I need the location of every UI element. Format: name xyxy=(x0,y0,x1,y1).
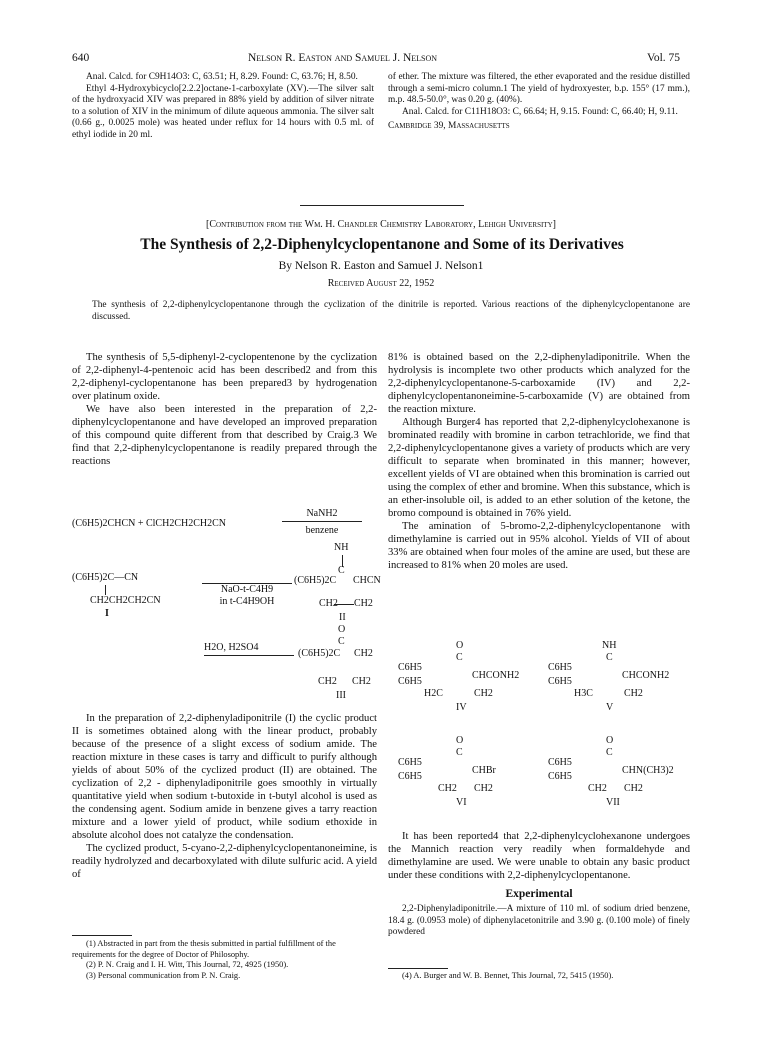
volume-number: Vol. 75 xyxy=(647,52,681,64)
compound-i-top: (C6H5)2C—CN xyxy=(72,572,139,583)
right-column-top xyxy=(388,351,690,572)
prev-analysis: Anal. Calcd. for C9H14O3: C, 63.51; H, 8.29. Found: C, 63.76; H, 8.50. xyxy=(86,72,358,82)
structure-label: VI xyxy=(456,797,467,808)
ring-ch2: CH2 xyxy=(352,676,371,687)
structure-label: V xyxy=(606,702,614,713)
structure-phenyl: C6H5 xyxy=(548,757,572,768)
paragraph: It has been reported4 that 2,2-diphenylcyclohexanone undergoes the Mannich reaction very readily when formaldehyde and dimethylamine are used. We were unable to obtain any basic product under these conditions with 2,2-diphenylcyclopentanone. xyxy=(388,831,690,881)
solvent-butanol: in t-C4H9OH xyxy=(219,596,275,607)
structure-substituent: CHCONH2 xyxy=(472,670,520,681)
structure-label: VII xyxy=(606,797,620,808)
byline: By Nelson R. Easton and Samuel J. Nelson1 xyxy=(278,260,484,272)
structure-phenyl: C6H5 xyxy=(548,771,572,782)
structure-phenyl: C6H5 xyxy=(548,662,572,673)
structure-phenyl: C6H5 xyxy=(398,676,422,687)
structure-ch2: CH2 xyxy=(588,783,607,794)
reagent-butoxide: NaO-t-C4H9 xyxy=(220,584,274,595)
structure-phenyl: C6H5 xyxy=(398,757,422,768)
structure-v xyxy=(540,640,690,730)
abstract xyxy=(92,300,690,323)
paragraph: In the preparation of 2,2-diphenyladiponitrile (I) the cyclic product II is sometimes obtained along with the linear product, probably because of the presence of a slight excess of sodium amide. The reaction mixture in these cases is tarry and difficult to purify although yields of about 50% of the cyclized product (II) are obtained. The cyclization of 2,2 - diphenyladiponitrile goes smoothly in virtually quantitative yield when sodium t-butoxide in t-butyl alcohol is used as the condensing agent. Sodium amide in benzene gives a tarry reaction mixture and a lower yield of product, while sodium ethoxide in absolute alcohol does not catalyze the condensation. xyxy=(72,713,377,841)
footnote-rule xyxy=(72,935,132,936)
footnote: (4) A. Burger and W. B. Bennet, This Journal, 72, 5415 (1950). xyxy=(402,971,614,980)
footnote: (3) Personal communication from P. N. Craig. xyxy=(86,970,241,980)
page-number: 640 xyxy=(72,52,90,64)
footnote: (2) P. N. Craig and I. H. Witt, This Journal, 72, 4925 (1950). xyxy=(86,960,289,970)
section-divider xyxy=(300,205,464,206)
chcn-group: CHCN xyxy=(353,575,381,586)
structure-phenyl: C6H5 xyxy=(398,771,422,782)
paragraph: The amination of 5-bromo-2,2-diphenylcyclopentanone with dimethylamine is carried out in 95% alcohol. Yields of VII of about 33% are obtained when four moles of the amine are used, but these are increased to 81% when 20 moles are used. xyxy=(388,521,690,571)
structure-top-atom: NH xyxy=(602,640,617,651)
experimental-text: 2,2-Diphenyladiponitrile.—A mixture of 110 ml. of sodium dried benzene, 18.4 g. (0.0953 mole) of diphenylacetonitrile and 3.90 g. (0.100 mole) of finely powdered xyxy=(388,904,690,938)
structure-phenyl: C6H5 xyxy=(548,676,572,687)
reagent-hydrolysis: H2O, H2SO4 xyxy=(204,642,259,653)
experimental-heading: Experimental xyxy=(505,888,573,900)
label-i: I xyxy=(105,608,109,619)
paragraph: Although Burger4 has reported that 2,2-diphenylcyclohexanone is brominated readily with bromine in carbon tetrachloride, we find that 2,2-diphenylcyclopentanone gives a variety of products which are very difficult to separate when brominated in this manner; however, excellent yields of VI are obtained when this bromination is carried out using the complex of ether and bromine. When this substance, which is an ether-insoluble oil, is added to an ether solution of the ketone, the bromo compound is obtained in 76% yield. xyxy=(388,417,690,519)
structure-iv xyxy=(388,640,538,730)
structure-ch2: H3C xyxy=(574,688,593,699)
label-iii: III xyxy=(336,690,346,701)
left-column-bottom xyxy=(72,712,377,881)
prev-article-right xyxy=(388,72,690,133)
structure-vii xyxy=(540,735,690,825)
reaction-arrow xyxy=(202,583,292,584)
structure-ch2: CH2 xyxy=(438,783,457,794)
compound-i-chain: CH2CH2CH2CN xyxy=(90,595,161,606)
ketone-o: O xyxy=(338,624,346,635)
prev-location: Cambridge 39, Massachusetts xyxy=(388,121,510,132)
left-footnotes xyxy=(72,939,377,981)
left-column-top xyxy=(72,351,377,468)
structure-ch2: H2C xyxy=(424,688,443,699)
footnote-rule xyxy=(388,968,448,969)
structure-carbonyl-c: C xyxy=(456,747,463,758)
paragraph: 81% is obtained based on the 2,2-diphenyladiponitrile. When the hydrolysis is incomplete two other products which analyzed for the 2,2-diphenylcyclopentanone-5-carboxamide (IV) and 2,2-diphenylcyclopentanoneimine-5-carboxamide (V) are obtained from the reaction mixture. xyxy=(388,352,690,415)
ring-ch2: CH2 xyxy=(354,598,373,609)
received-date: Received August 22, 1952 xyxy=(327,278,435,289)
ring-ch2: CH2 xyxy=(318,676,337,687)
structure-ch2: CH2 xyxy=(624,783,643,794)
solvent-benzene: benzene xyxy=(305,525,339,536)
paragraph: We have also been interested in the preparation of 2,2-diphenylcyclopentanone and have developed an improved preparation of this compound quite different from that described by Craig.3 We find that 2,2-diphenylcyclopentanone is readily prepared through the reactions xyxy=(72,404,377,467)
ring-ch2: CH2 xyxy=(354,648,373,659)
structure-substituent: CHBr xyxy=(472,765,496,776)
right-column-bottom xyxy=(388,830,690,939)
prev-article-left xyxy=(72,72,374,142)
reaction-scheme xyxy=(72,500,381,670)
bond-line xyxy=(334,604,354,605)
reactants-1: (C6H5)2CHCN + ClCH2CH2CH2CN xyxy=(72,518,226,529)
structure-carbonyl-c: C xyxy=(456,652,463,663)
structure-carbonyl-c: C xyxy=(606,652,613,663)
ring-carbon: C xyxy=(338,565,345,576)
structure-top-atom: O xyxy=(606,735,614,746)
label-ii: II xyxy=(339,612,346,623)
structure-phenyl: C6H5 xyxy=(398,662,422,673)
reagent-nanh2: NaNH2 xyxy=(306,508,338,519)
structure-top-atom: O xyxy=(456,640,464,651)
prev-ether-text: of ether. The mixture was filtered, the ether evaporated and the residue distilled through a semi-micro column.1 The yield of hydroxyester, b.p. 155° (17 mm.), m.p. 48.5-50.0°, was 0.20 g. (40%). xyxy=(388,72,690,106)
structure-carbonyl-c: C xyxy=(606,747,613,758)
prev-compound-xv: Ethyl 4-Hydroxybicyclo[2.2.2]octane-1-carboxylate (XV).—The silver salt of the hydroxyacid XIV was prepared in 88% yield by addition of silver nitrate to a solution of XIV in the minimum of dilute aqueous ammonia. The silver salt (0.66 g., 0.0025 mole) was heated under reflux for 14 hours with 0.5 ml. of ethyl iodide in 20 ml. xyxy=(72,83,374,140)
paragraph: The synthesis of 5,5-diphenyl-2-cyclopentenone by the cyclization of 2,2-diphenyl-4-pentenoic acid has been described2 and from this 2,2-diphenyl-cyclopentanone has been prepared3 by hydrogenation over platinum oxide. xyxy=(72,352,377,402)
prev-analysis-2: Anal. Calcd. for C11H18O3: C, 66.64; H, 9.15. Found: C, 66.40; H, 9.11. xyxy=(402,106,678,117)
article-title: The Synthesis of 2,2-Diphenylcyclopentanone and Some of its Derivatives xyxy=(140,236,624,253)
reaction-arrow xyxy=(204,655,294,656)
structure-ch2: CH2 xyxy=(474,783,493,794)
structures-grid xyxy=(388,640,690,825)
structure-vi xyxy=(388,735,538,825)
contribution-line: [Contribution from the Wm. H. Chandler Chemistry Laboratory, Lehigh University] xyxy=(206,219,556,230)
footnote: (1) Abstracted in part from the thesis submitted in partial fulfillment of the requirements for the degree of Doctor of Philosophy. xyxy=(72,939,336,959)
ring-ch2: CH2 xyxy=(319,598,338,609)
bond-line xyxy=(105,585,106,595)
diphenyl-carbon: (C6H5)2C xyxy=(298,648,341,659)
reaction-arrow xyxy=(282,521,362,522)
imine-nh: NH xyxy=(334,542,349,553)
diphenyl-carbon: (C6H5)2C xyxy=(294,575,337,586)
running-head-authors: Nelson R. Easton and Samuel J. Nelson xyxy=(248,52,438,64)
paragraph: The cyclized product, 5-cyano-2,2-diphenylcyclopentanoneimine, is readily hydrolyzed and decarboxylated with dilute sulfuric acid. A yield of xyxy=(72,843,377,880)
right-footnotes xyxy=(388,971,690,982)
structure-substituent: CHCONH2 xyxy=(622,670,670,681)
structure-ch2: CH2 xyxy=(624,688,643,699)
structure-label: IV xyxy=(456,702,467,713)
structure-ch2: CH2 xyxy=(474,688,493,699)
structure-substituent: CHN(CH3)2 xyxy=(622,765,674,776)
abstract-text: The synthesis of 2,2-diphenylcyclopentanone through the cyclization of the dinitrile is reported. Various reactions of the diphenylcyclopentanone are discussed. xyxy=(92,300,690,322)
structure-top-atom: O xyxy=(456,735,464,746)
ring-carbon: C xyxy=(338,636,345,647)
